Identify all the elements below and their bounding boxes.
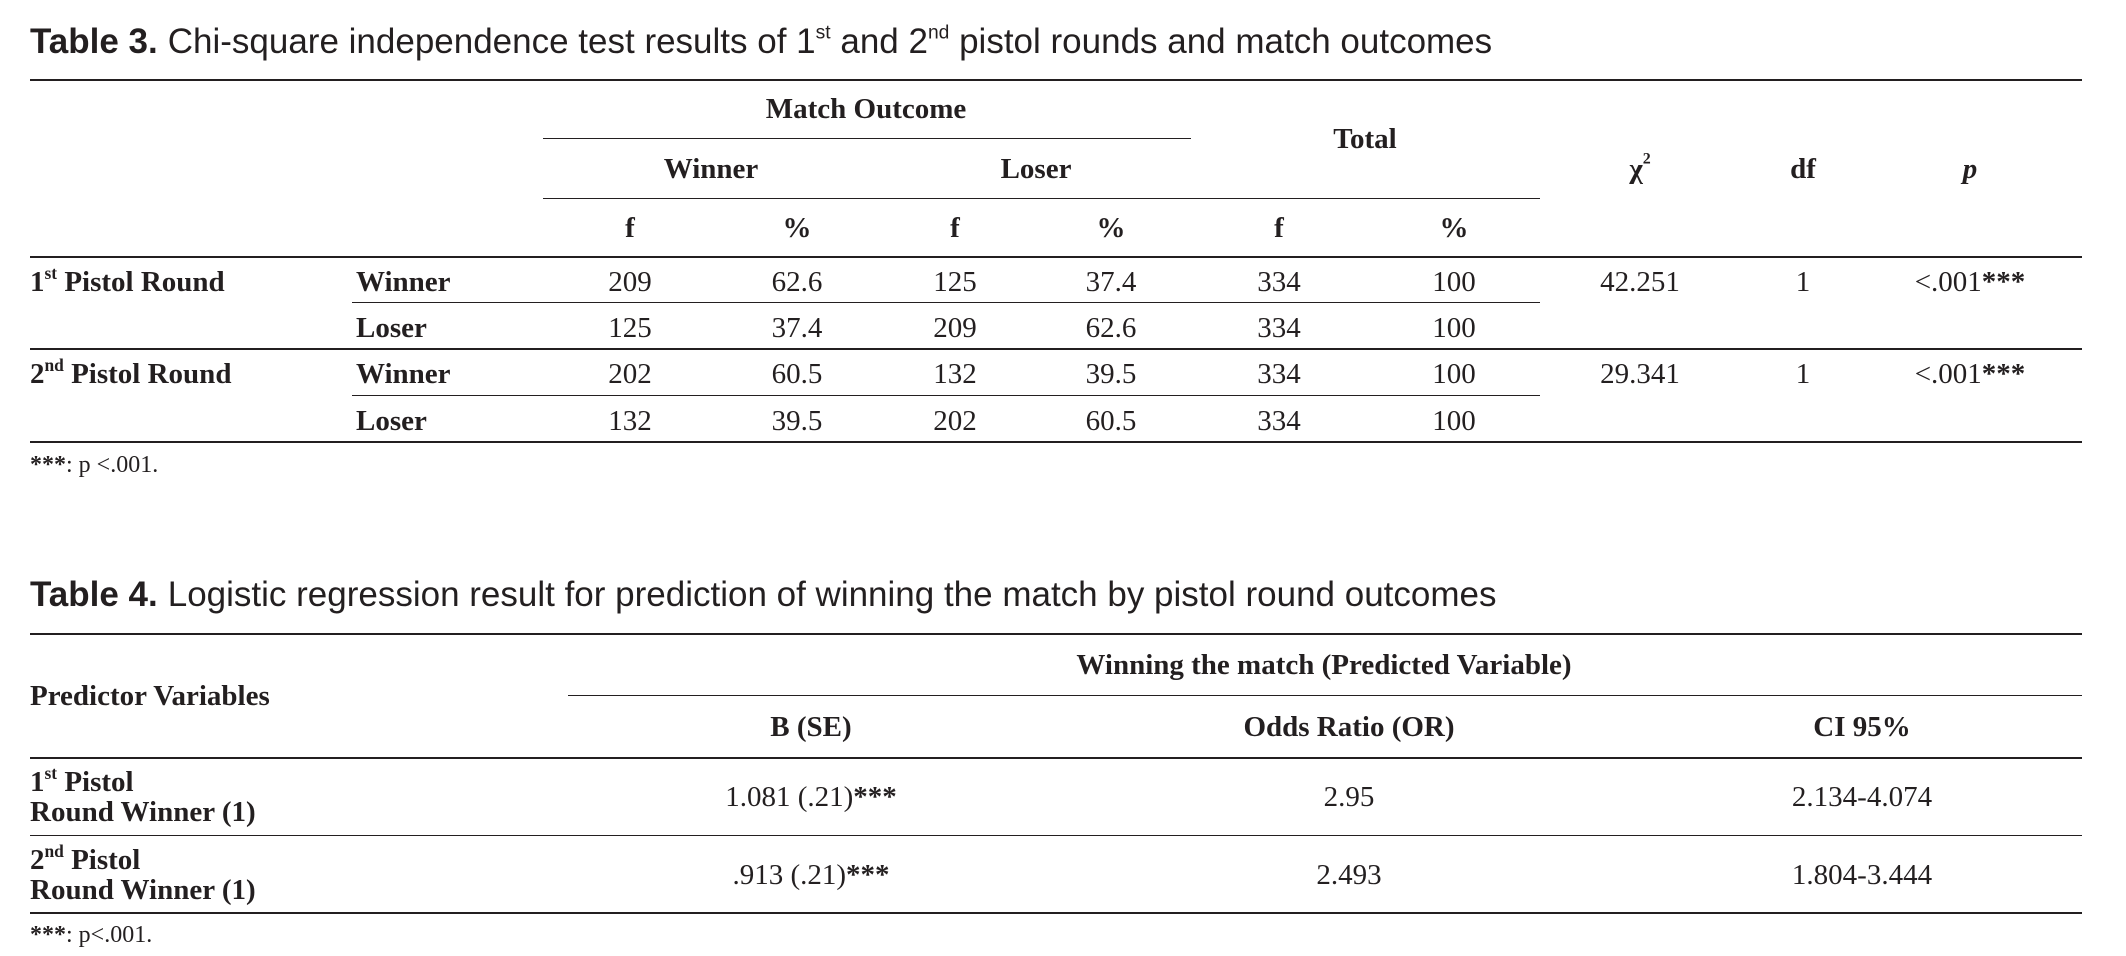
table3-caption-post: pistol rounds and match outcomes (949, 22, 1493, 61)
table4-footnote (30, 922, 152, 949)
row1-line1: Pistol (57, 766, 134, 798)
table3-group1-inner-rule (352, 302, 1540, 303)
table4-row2-label (30, 840, 256, 907)
table3-cell: 100 (1432, 312, 1476, 344)
row1-num: 1 (30, 766, 45, 798)
p-value-stars: *** (1981, 358, 2026, 390)
chi-superscript: 2 (1642, 150, 1651, 168)
group1-sup: st (44, 262, 58, 283)
table3-cell: 60.5 (771, 358, 823, 390)
table4-row-divider-rule (30, 835, 2082, 836)
table4-bottom-rule (30, 912, 2082, 914)
table3-row-label: Loser (356, 405, 427, 437)
table3-subheader-rule (543, 198, 1540, 199)
table3-footnote-stars: *** (30, 452, 66, 478)
group2-num: 2 (30, 358, 45, 390)
table3-group2-inner-rule (352, 395, 1540, 396)
table3-cell: 202 (933, 405, 977, 437)
table3-df-value: 1 (1795, 266, 1811, 298)
table3-caption-sup1: st (815, 22, 831, 44)
table3-header-winner-f: f (625, 212, 635, 244)
table3-header-loser-pct: % (1096, 212, 1126, 244)
table3-caption (30, 24, 1492, 59)
table3-caption-mid: and 2 (830, 22, 928, 61)
p-value-stars: *** (1981, 266, 2026, 298)
group2-sup: nd (44, 354, 64, 375)
table3-cell: 334 (1257, 312, 1301, 344)
table3-match-outcome-rule (543, 138, 1191, 139)
table3-footnote-text: : p <.001. (66, 452, 159, 478)
table4-header-predicted: Winning the match (Predicted Variable) (1076, 649, 1572, 681)
table4-header-predictor: Predictor Variables (30, 680, 270, 712)
group1-num: 1 (30, 266, 45, 298)
table3-df-value: 1 (1795, 358, 1811, 390)
table3-header-loser: Loser (1000, 153, 1072, 185)
table3-group-divider-rule (30, 348, 2082, 350)
p-value-text: <.001 (1914, 266, 1982, 298)
table3-cell: 334 (1257, 405, 1301, 437)
table4-predicted-rule (568, 695, 2082, 696)
chi-symbol: χ (1629, 153, 1643, 185)
table3-header-total: Total (1333, 123, 1397, 155)
table3-cell: 202 (608, 358, 652, 390)
table3-cell: 209 (933, 312, 977, 344)
row2-line2: Round Winner (1) (30, 874, 256, 907)
table3-cell: 132 (933, 358, 977, 390)
table3-header-chi-square (1629, 150, 1651, 185)
table3-header-bottom-rule (30, 256, 2082, 258)
table3-p-value (1915, 360, 2026, 389)
table4-header-b-se: B (SE) (770, 711, 852, 743)
group1-text: Pistol Round (57, 266, 225, 298)
table3-caption-sup2: nd (927, 22, 950, 44)
table3-cell: 334 (1257, 266, 1301, 298)
table3-caption-label: Table 3. (30, 22, 158, 61)
table3-cell: 100 (1432, 358, 1476, 390)
table4-ci-value: 2.134-4.074 (1791, 781, 1933, 813)
row2-num: 2 (30, 844, 45, 876)
row2-line1: Pistol (63, 844, 141, 876)
table3-row-label: Winner (356, 358, 451, 390)
table4-caption-label: Table 4. (30, 575, 158, 614)
table3-header-p: p (1962, 153, 1978, 185)
table3-row-label: Winner (356, 266, 451, 298)
table3-cell: 62.6 (771, 266, 823, 298)
row1-sup: st (44, 762, 58, 783)
table4-caption-text: Logistic regression result for prediction of winning the match by pistol round outcomes (167, 575, 1497, 614)
table3-group2-label (30, 354, 232, 390)
table3-cell: 37.4 (771, 312, 823, 344)
table3-cell: 37.4 (1085, 266, 1137, 298)
table4-header-bottom-rule (30, 757, 2082, 759)
table3-cell: 39.5 (771, 405, 823, 437)
table3-group1-label (30, 262, 225, 298)
table3-header-winner-pct: % (782, 212, 812, 244)
table3-cell: 60.5 (1085, 405, 1137, 437)
table3-caption-pre: Chi-square independence test results of 1 (167, 22, 816, 61)
table3-cell: 334 (1257, 358, 1301, 390)
table4-b-se-value (725, 783, 897, 812)
b-se-text: 1.081 (.21) (725, 781, 854, 813)
table3-p-value (1915, 268, 2026, 297)
table4-ci-value: 1.804-3.444 (1791, 859, 1933, 891)
table3-cell: 100 (1432, 405, 1476, 437)
table3-cell: 100 (1432, 266, 1476, 298)
b-se-stars: *** (846, 859, 890, 891)
table3-cell: 132 (608, 405, 652, 437)
table4-b-se-value (732, 861, 889, 890)
table4-row1-label (30, 762, 256, 829)
table3-header-df: df (1790, 153, 1816, 185)
table3-header-total-f: f (1274, 212, 1284, 244)
table4-caption (30, 577, 1496, 612)
table3-header-winner: Winner (663, 153, 759, 185)
table3-bottom-rule (30, 441, 2082, 443)
group2-text: Pistol Round (63, 358, 232, 390)
table3-chi2-value: 42.251 (1600, 266, 1680, 298)
table4-footnote-text: : p<.001. (66, 922, 153, 948)
table4-footnote-stars: *** (30, 922, 66, 948)
p-value-text: <.001 (1914, 358, 1982, 390)
table3-row-label: Loser (356, 312, 427, 344)
table3-top-rule (30, 79, 2082, 81)
table4-header-odds-ratio: Odds Ratio (OR) (1243, 711, 1455, 743)
table3-cell: 39.5 (1085, 358, 1137, 390)
table4-top-rule (30, 633, 2082, 635)
table3-cell: 125 (608, 312, 652, 344)
b-se-text: .913 (.21) (732, 859, 847, 891)
table3-header-loser-f: f (950, 212, 960, 244)
table4-or-value: 2.493 (1316, 859, 1382, 891)
table4-header-ci: CI 95% (1813, 711, 1911, 743)
row2-sup: nd (44, 840, 64, 861)
table3-header-total-pct: % (1439, 212, 1469, 244)
table3-footnote (30, 452, 158, 479)
table3-cell: 125 (933, 266, 977, 298)
table3-caption-text (168, 22, 1492, 61)
table3-cell: 62.6 (1085, 312, 1137, 344)
table3-chi2-value: 29.341 (1600, 358, 1680, 390)
table3-cell: 209 (608, 266, 652, 298)
table3-header-match-outcome: Match Outcome (765, 93, 967, 125)
table4-or-value: 2.95 (1323, 781, 1375, 813)
b-se-stars: *** (853, 781, 897, 813)
row1-line2: Round Winner (1) (30, 796, 256, 829)
